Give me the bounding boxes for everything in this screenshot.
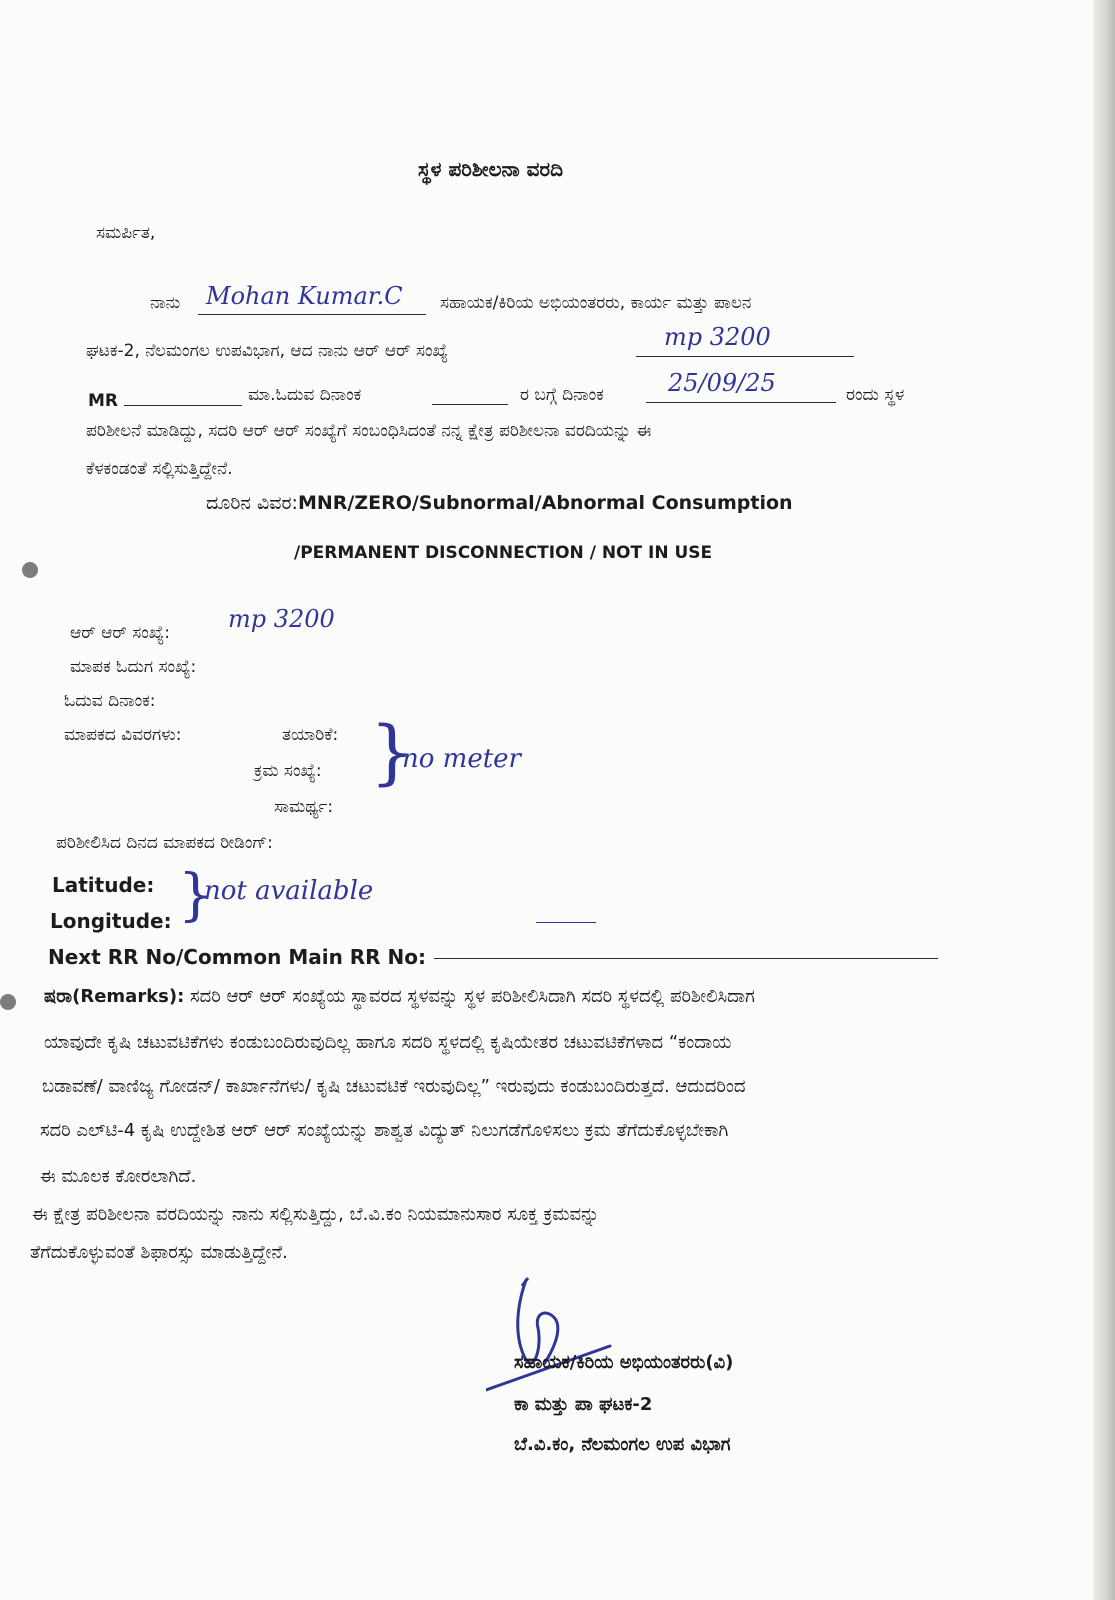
- para1-line2: ಘಟಕ-2, ನೆಲಮಂಗಲ ಉಪವಿಭಾಗ, ಆದ ನಾನು ಆರ್ ಆರ್ ಸಂಖ್ಯೆ: [86, 341, 448, 361]
- complaint-types-2: /PERMANENT DISCONNECTION / NOT IN USE: [294, 543, 713, 563]
- para1-line4: ಪರಿಶೀಲನೆ ಮಾಡಿದ್ದು, ಸದರಿ ಆರ್ ಆರ್ ಸಂಖ್ಯೆಗೆ ಸಂಬಂಧಿಸಿದಂತೆ ನನ್ನ ಕ್ಷೇತ್ರ ಪರಿಶೀಲನಾ ವರದಿಯನ್ನು ಈ: [86, 421, 652, 441]
- name-blank: [198, 314, 426, 315]
- remarks-line-3: ಬಡಾವಣೆ/ ವಾಣಿಜ್ಯ ಗೋಡನ್/ ಕಾರ್ಖಾನೆಗಳು/ ಕೃಷಿ ಚಟುವಟಿಕೆ ಇರುವುದಿಲ್ಲ” ಇರುವುದು ಕಂಡುಬಂದಿರುತ್ತದೆ. ಆದುದರಿಂದ: [42, 1076, 746, 1097]
- punch-hole-2: [0, 994, 16, 1010]
- reading-label: ಪರಿಶೀಲಿಸಿದ ದಿನದ ಮಾಪಕದ ರೀಡಿಂಗ್:: [56, 833, 273, 853]
- closing-line-1: ಈ ಕ್ಷೇತ್ರ ಪರಿಶೀಲನಾ ವರದಿಯನ್ನು ನಾನು ಸಲ್ಲಿಸುತ್ತಿದ್ದು, ಬೆ.ವಿ.ಕಂ ನಿಯಮಾನುಸಾರ ಸೂಕ್ತ ಕ್ರಮವನ್ನು: [32, 1204, 600, 1225]
- read-date-label: ಮಾ.ಓದುವ ದಿನಾಂಕ: [248, 385, 362, 405]
- signature-designation: ಸಹಾಯಕ/ಕಿರಿಯ ಅಭಿಯಂತರರು(ವಿ): [514, 1352, 734, 1373]
- closing-line-2: ತೆಗೆದುಕೊಳ್ಳುವಂತೆ ಶಿಫಾರಸ್ಸು ಮಾಡುತ್ತಿದ್ದೇನೆ.: [30, 1242, 288, 1263]
- stray-pen-stroke: [536, 922, 596, 923]
- complaint-line: [206, 492, 793, 514]
- remarks-line-5: ಈ ಮೂಲಕ ಕೋರಲಾಗಿದೆ.: [40, 1166, 197, 1187]
- punch-hole: [22, 562, 38, 578]
- read-date-field-label: ಓದುವ ದಿನಾಂಕ:: [64, 691, 156, 711]
- latitude-label: Latitude:: [52, 873, 155, 897]
- read-date-blank: [432, 404, 508, 405]
- rr-label: ಆರ್ ಆರ್ ಸಂಖ್ಯೆ:: [70, 623, 170, 643]
- mr-label: MR: [88, 391, 119, 411]
- rr-number-handwritten: mp 3200: [664, 323, 771, 351]
- document-title: ಸ್ಥಳ ಪರಿಶೀಲನಾ ವರದಿ: [418, 157, 564, 181]
- remarks-line-4: ಸದರಿ ಎಲ್‌ಟಿ-4 ಕೃಷಿ ಉದ್ದೇಶಿತ ಆರ್ ಆರ್ ಸಂಖ್ಯೆಯನ್ನು ಶಾಶ್ವತ ವಿದ್ಯುತ್ ನಿಲುಗಡೆಗೊಳಿಸಲು ಕ್ರಮ ತೆಗೆದುಕೊಳ್ಳಬೇಕಾಗಿ: [40, 1120, 729, 1141]
- longitude-label: Longitude:: [50, 909, 172, 933]
- meter-details-label: ಮಾಪಕದ ವಿವರಗಳು:: [64, 725, 182, 745]
- complaint-label: ದೂರಿನ ವಿವರ:: [206, 492, 298, 514]
- next-rr-blank: [434, 958, 938, 959]
- rr-field-handwritten: mp 3200: [228, 605, 335, 633]
- coordinates-handwritten: not available: [204, 876, 374, 906]
- rr-blank: [636, 356, 854, 357]
- capacity-label: ಸಾಮರ್ಥ್ಯ:: [274, 797, 334, 817]
- coords-brace: }: [178, 863, 214, 928]
- mr-blank: [124, 405, 242, 406]
- reader-number-label: ಮಾಪಕ ಓದುಗ ಸಂಖ್ಯೆ:: [70, 657, 197, 677]
- ra-bagge-label: ರ ಬಗ್ಗೆ ದಿನಾಂಕ: [520, 385, 604, 405]
- remarks-text-1: ಸದರಿ ಆರ್ ಆರ್ ಸಂಖ್ಯೆಯ ಸ್ಥಾವರದ ಸ್ಥಳವನ್ನು ಸ್ಥಳ ಪರಿಶೀಲಿಸಿದಾಗಿ ಸದರಿ ಸ್ಥಳದಲ್ಲಿ ಪರಿಶೀಲಿಸಿದಾಗ: [190, 986, 755, 1007]
- meter-details-handwritten: no meter: [402, 744, 521, 774]
- engineer-name-handwritten: Mohan Kumar.C: [206, 282, 403, 310]
- page-edge-shadow: [1093, 0, 1115, 1600]
- remarks-label: ಷರಾ(Remarks):: [44, 986, 185, 1007]
- signature-unit: ಕಾ ಮತ್ತು ಪಾ ಘಟಕ-2: [514, 1394, 653, 1415]
- salutation: ಸಮರ್ಪಿತ,: [96, 223, 156, 243]
- make-label: ತಯಾರಿಕೆ:: [282, 725, 339, 745]
- signature-scribble: [486, 1268, 626, 1398]
- serial-label: ಕ್ರಮ ಸಂಖ್ಯೆ:: [254, 761, 322, 781]
- remarks-line-2: ಯಾವುದೇ ಕೃಷಿ ಚಟುವಟಿಕೆಗಳು ಕಂಡುಬಂದಿರುವುದಿಲ್ಲ ಹಾಗೂ ಸದರಿ ಸ್ಥಳದಲ್ಲಿ ಕೃಷಿಯೇತರ ಚಟುವಟಿಕೆಗಳಾದ “ಕಂದಾಯ: [44, 1032, 732, 1053]
- inspection-date-handwritten: 25/09/25: [668, 369, 776, 397]
- signature-subdivision: ಬೆ.ವಿ.ಕಂ, ನೆಲಮಂಗಲ ಉಪ ವಿಭಾಗ: [514, 1434, 731, 1455]
- nanu-label: ನಾನು: [150, 293, 181, 313]
- remarks-line-1: [44, 986, 755, 1008]
- randu-sthala: ರಂದು ಸ್ಥಳ: [846, 385, 905, 405]
- para1-line5: ಕೆಳಕಂಡಂತೆ ಸಲ್ಲಿಸುತ್ತಿದ್ದೇನೆ.: [86, 459, 233, 479]
- designation-line: ಸಹಾಯಕ/ಕಿರಿಯ ಅಭಿಯಂತರರು, ಕಾರ್ಯ ಮತ್ತು ಪಾಲನ: [440, 293, 752, 313]
- date-blank: [646, 402, 836, 403]
- next-rr-label: Next RR No/Common Main RR No:: [48, 945, 427, 969]
- brace-mark: }: [370, 711, 415, 793]
- complaint-types: MNR/ZERO/Subnormal/Abnormal Consumption: [297, 492, 793, 514]
